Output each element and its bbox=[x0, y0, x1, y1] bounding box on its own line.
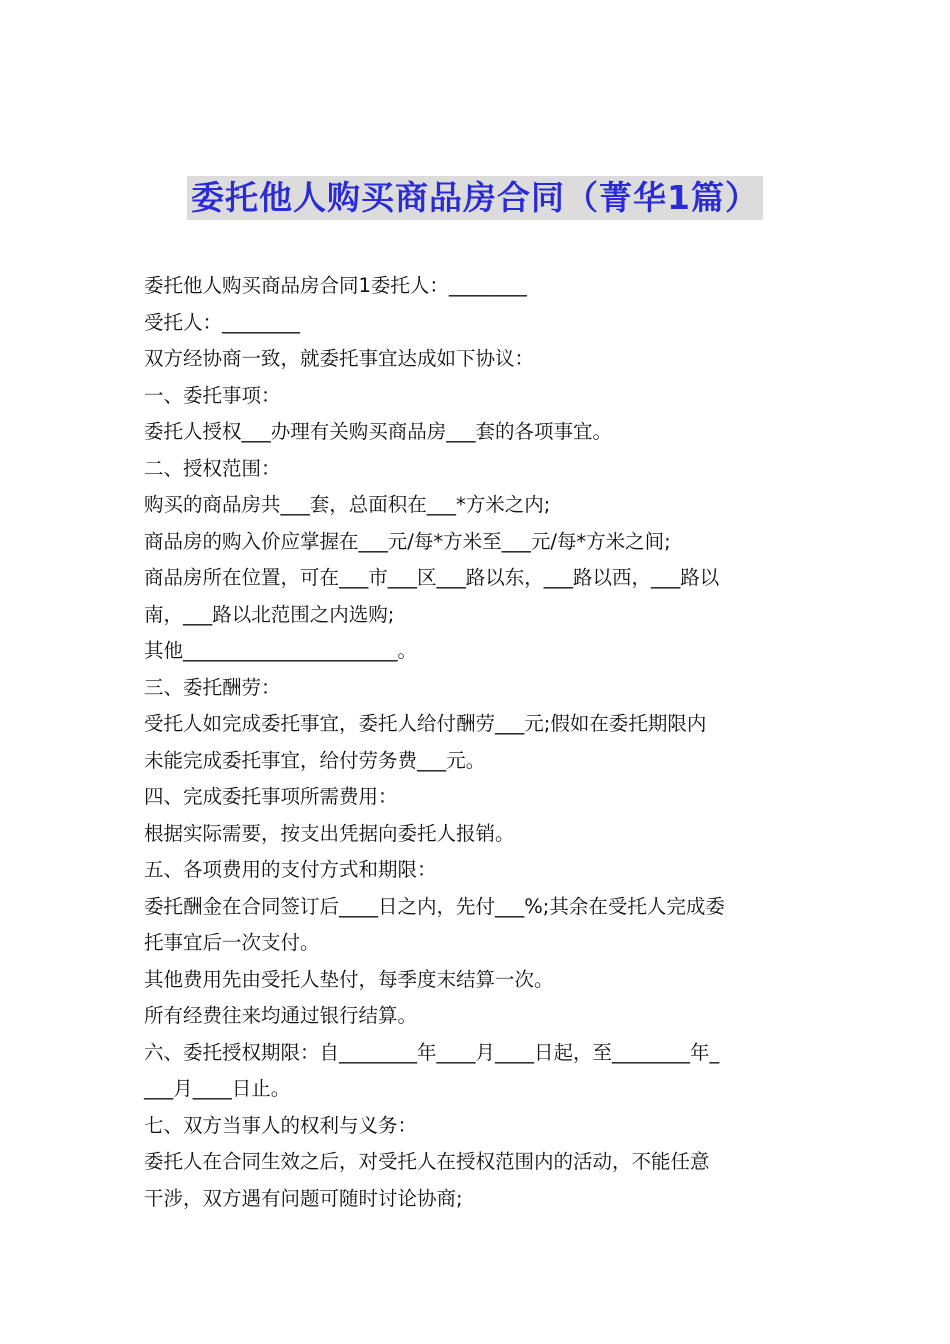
text-line: ___月____日止。 bbox=[144, 1077, 291, 1100]
section-heading-6: 六、委托授权期限：自________年____月____日起，至________年_ bbox=[144, 1040, 720, 1064]
section-heading-7: 七、双方当事人的权利与义务： bbox=[144, 1113, 418, 1137]
text-line-parties-principal: 委托他人购买商品房合同1委托人：________ bbox=[144, 274, 527, 297]
text-line: 托事宜后一次支付。 bbox=[144, 931, 320, 954]
text-line: 其他______________________。 bbox=[144, 639, 418, 662]
text-line: 委托酬金在合同签订后____日之内，先付___%;其余在受托人完成委 bbox=[144, 894, 725, 918]
section-heading-2: 二、授权范围： bbox=[144, 456, 281, 480]
title-container bbox=[0, 176, 950, 220]
text-line-agreement-intro: 双方经协商一致，就委托事宜达成如下协议： bbox=[144, 347, 535, 370]
text-line: 委托人授权___办理有关购买商品房___套的各项事宜。 bbox=[144, 420, 613, 443]
text-line: 商品房所在位置，可在___市___区___路以东，___路以西，___路以 bbox=[144, 566, 720, 589]
document-body bbox=[144, 268, 812, 1217]
text-line: 干涉，双方遇有问题可随时讨论协商; bbox=[144, 1186, 463, 1210]
section-heading-4: 四、完成委托事项所需费用： bbox=[144, 785, 398, 808]
text-line: 其他费用先由受托人垫付，每季度末结算一次。 bbox=[144, 967, 554, 991]
text-line: 南，___路以北范围之内选购; bbox=[144, 602, 395, 626]
text-line: 未能完成委托事宜，给付劳务费___元。 bbox=[144, 748, 486, 772]
text-line: 受托人如完成委托事宜，委托人给付酬劳___元;假如在委托期限内 bbox=[144, 712, 707, 735]
section-heading-1: 一、委托事项： bbox=[144, 383, 281, 407]
text-line: 根据实际需要，按支出凭据向委托人报销。 bbox=[144, 821, 515, 845]
document-title: 委托他人购买商品房合同（菁华1篇） bbox=[187, 176, 763, 220]
section-heading-5: 五、各项费用的支付方式和期限： bbox=[144, 858, 437, 881]
section-heading-3: 三、委托酬劳： bbox=[144, 675, 281, 699]
text-line: 所有经费往来均通过银行结算。 bbox=[144, 1004, 418, 1027]
text-line: 商品房的购入价应掌握在___元/每*方米至___元/每*方米之间; bbox=[144, 529, 671, 553]
text-line-parties-agent: 受托人：________ bbox=[144, 310, 301, 334]
text-line: 委托人在合同生效之后，对受托人在授权范围内的活动，不能任意 bbox=[144, 1150, 710, 1173]
text-line: 购买的商品房共___套，总面积在___*方米之内; bbox=[144, 493, 551, 516]
